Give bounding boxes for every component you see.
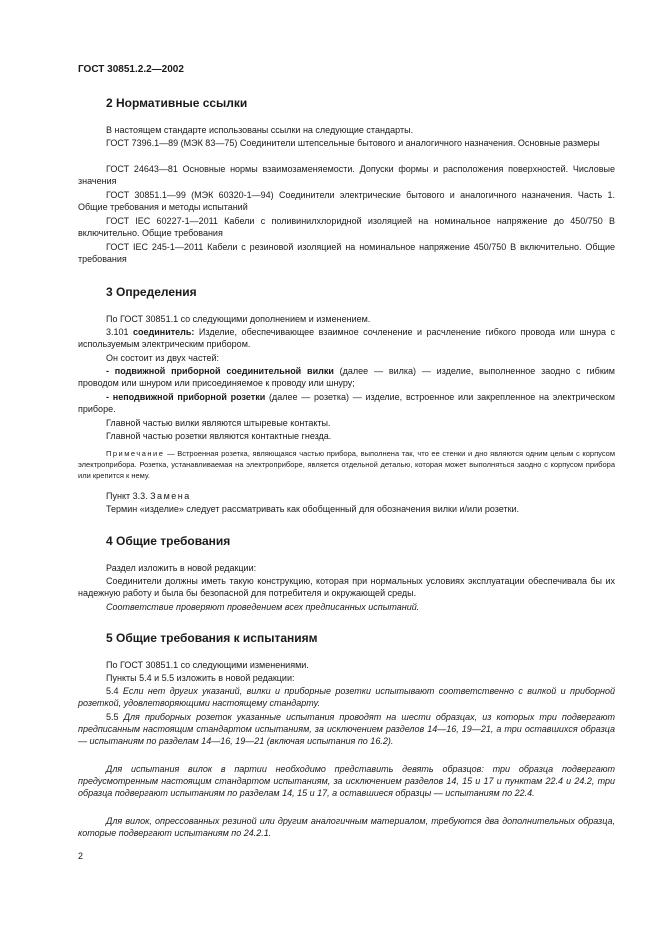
s2-ref-3: ГОСТ 30851.1—99 (МЭК 60320-1—94) Соединители электрические бытового и аналогичного назначения. Часть 1. Общие требования и методы испытаний	[78, 190, 615, 212]
s3-note	[78, 448, 615, 481]
s5-p4-text: Для приборных розеток указанные испытания проводят на шести образцах, из которых три подвергают предписанным настоящим стандартом испытаниям, за исключением разделов 14—16, 19—21, а три оставшихся образца — испытаниям по разделам 14—16, 19—21 (включая испытания по 16.2).	[78, 712, 615, 746]
s4-p3	[78, 601, 615, 613]
s3-p1: По ГОСТ 30851.1 со следующими дополнением и изменением.	[106, 314, 371, 324]
s5-p1: По ГОСТ 30851.1 со следующими изменениями.	[106, 660, 309, 670]
s2-ref-2: ГОСТ 24643—81 Основные нормы взаимозаменяемости. Допуски формы и расположения поверхностей. Числовые значения	[78, 164, 615, 186]
s3-p9: Термин «изделие» следует рассматривать как обобщенный для обозначения вилки и/или розетки.	[106, 504, 520, 514]
s3-socket	[78, 391, 615, 415]
section-3-title: 3 Определения	[106, 285, 197, 299]
page-number: 2	[78, 851, 84, 861]
s5-p3-num: 5.4	[106, 686, 119, 696]
s3-definition	[78, 326, 615, 350]
s4-p3-text: Соответствие проверяют проведением всех предписанных испытаний.	[106, 602, 420, 612]
s4-p2: Соединители должны иметь такую конструкцию, которая при нормальных условиях эксплуатации обеспечивала бы их надежную работу и была бы безопасной для потребителя и окружающей среды.	[78, 576, 615, 598]
s3-def-term: соединитель:	[133, 327, 195, 337]
section-2-title: 2 Нормативные ссылки	[106, 96, 248, 110]
s3-def-text: Изделие, обеспечивающее взаимное сочленение и расчленение гибкого провода или шнура с используемым электрическим прибором.	[78, 327, 615, 349]
s3-socket-term: - неподвижной приборной розетки	[106, 392, 266, 402]
section-4-title: 4 Общие требования	[106, 534, 231, 548]
s3-note-label: Примечание	[106, 449, 165, 458]
s2-intro: В настоящем стандарте использованы ссылки на следующие стандарты.	[106, 125, 414, 135]
s5-p2: Пункты 5.4 и 5.5 изложить в новой редакции:	[106, 673, 295, 683]
s3-def-num: 3.101	[106, 327, 129, 337]
s3-p3: Он состоит из двух частей:	[106, 353, 219, 363]
s5-p6	[78, 815, 615, 839]
s5-p3-text: Если нет других указаний, вилки и приборные розетки испытывают соответственно с вилкой и приборной розеткой, удовлетворяющими настоящему стандарту.	[78, 686, 615, 708]
s5-p3	[78, 685, 615, 709]
s3-p7: Главной частью розетки являются контактные гнезда.	[106, 431, 332, 441]
s5-p6-text: Для вилок, опрессованных резиной или другим аналогичным материалом, требуются два дополнительных образца, которые подвергают испытаниям по 24.2.1.	[78, 816, 615, 838]
s2-ref-4: ГОСТ IEC 60227-1—2011 Кабели с поливинилхлоридной изоляцией на номинальное напряжение до 450/750 В включительно. Общие требования	[78, 216, 615, 238]
standard-header: ГОСТ 30851.2.2—2002	[78, 64, 184, 75]
section-5-title: 5 Общие требования к испытаниям	[106, 631, 318, 645]
s3-p8-a: Пункт 3.3.	[106, 491, 151, 501]
s3-p8-b: Замена	[150, 491, 191, 501]
s2-ref-1: ГОСТ 7396.1—89 (МЭК 83—75) Соединители штепсельные бытового и аналогичного назначения. Основные размеры	[106, 138, 600, 148]
s3-plug	[78, 365, 615, 389]
s3-plug-term: - подвижной приборной соединительной вилки	[106, 366, 334, 376]
s2-ref-5: ГОСТ IEC 245-1—2011 Кабели с резиновой изоляцией на номинальное напряжение 450/750 В включительно. Общие требования	[78, 242, 615, 264]
s3-p8	[78, 490, 615, 502]
s3-p6: Главной частью вилки являются штыревые контакты.	[106, 418, 331, 428]
s3-socket-text: (далее — розетка) — изделие, встроенное или закрепленное на электрическом приборе.	[78, 392, 615, 414]
s5-p5	[78, 763, 615, 799]
s5-p5-text: Для испытания вилок в партии необходимо представить девять образцов: три образца подвергают предусмотренным настоящим стандартом испытаниям, за исключением разделов 14, 15 и 17 и пунктам 22.4 и 24.2, три образца подвергают испытаниям по разделам 14, 15 и 17, а оставшиеся образцы — испытаниям по 22.4.	[78, 764, 615, 798]
s3-note-text: — Встроенная розетка, являющаяся частью прибора, выполнена так, что ее стенки и дно являются одним целым с корпусом электроприбора. Розетка, устанавливаемая на электроприборе, является отдельной деталью, которая может выполняться заодно с корпусом прибора или крепится к нему.	[78, 449, 615, 480]
s5-p4-num: 5.5	[106, 712, 119, 722]
s4-p1: Раздел изложить в новой редакции:	[106, 563, 257, 573]
s5-p4	[78, 711, 615, 747]
s3-plug-text: (далее — вилка) — изделие, выполненное заодно с гибким проводом или шнуром или присоединяемое к проводу или шнуру;	[78, 366, 615, 388]
